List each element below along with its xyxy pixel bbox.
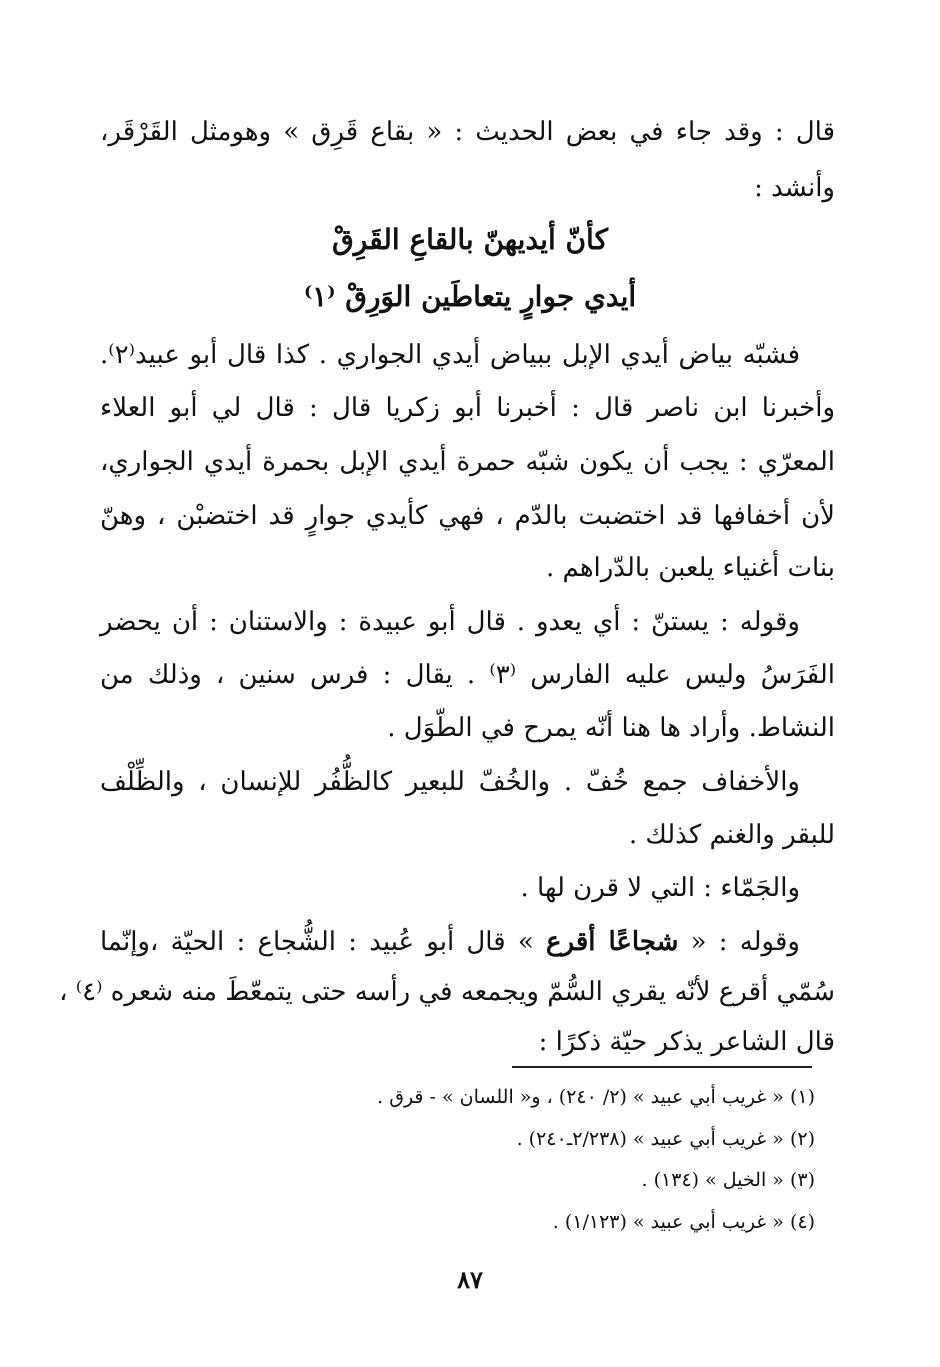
body-line-3: فشبّه بياض أيدي الإبل ببياض أيدي الجواري . كذا قال أبو عبيد⁽٢⁾. xyxy=(100,340,800,370)
footnote-4: (٤) « غريب أبي عبيد » (١/١٢٣) . xyxy=(552,1211,815,1233)
body-line-14 xyxy=(100,922,800,962)
line-14-start: وقوله : « xyxy=(678,927,800,957)
line-14-end: » قال أبو عُبيد : الشُّجاع : الحيّة ،وإنّما xyxy=(100,927,546,957)
footnote-2: (٢) « غريب أبي عبيد » (٢/٢٣٨ـ٢٤٠) . xyxy=(516,1128,815,1150)
verse-line-1: كأنّ أيديهنّ بالقاعِ القَرِقْ xyxy=(332,223,608,256)
page-number: ٨٧ xyxy=(457,1265,483,1294)
body-line-16: قال الشاعر يذكر حيّة ذكرًا : xyxy=(538,1027,835,1057)
footnote-separator xyxy=(512,1066,812,1068)
body-line-11: والأخفاف جمع خُفّ . والخُفّ للبعير كالظُّفُر للإنسان ، والظِّلْف xyxy=(100,767,800,797)
footnote-1: (١) « غريب أبي عبيد » (٢/ ٢٤٠) ، و« اللسان » - قرق . xyxy=(377,1086,815,1108)
body-line-5: المعرّي : يجب أن يكون شبّه حمرة أيدي الإبل بحمرة أيدي الجواري، xyxy=(100,447,835,477)
footnote-3: (٣) « الخيل » (١٣٤) . xyxy=(641,1169,815,1191)
line-14-bold: شجاعًا أقرع xyxy=(545,927,679,957)
verse-line-2: أيدي جوارٍ يتعاطَين الوَرِقْ ⁽١⁾ xyxy=(303,280,637,313)
body-line-1: قال : وقد جاء في بعض الحديث : « بقاع قَرِق » وهومثل القَرْقَر، xyxy=(100,117,835,147)
body-line-4: وأخبرنا ابن ناصر قال : أخبرنا أبو زكريا قال : قال لي أبو العلاء xyxy=(100,393,835,423)
body-line-10: النشاط. وأراد ها هنا أنّه يمرح في الطّوَل . xyxy=(387,713,835,743)
body-line-9: الفَرَسُ وليس عليه الفارس ⁽٣⁾ . يقال : فرس سنين ، وذلك من xyxy=(100,660,835,690)
body-line-2: وأنشد : xyxy=(754,173,835,203)
body-line-12: للبقر والغنم كذلك . xyxy=(628,820,835,850)
body-line-7: بنات أغنياء يلعبن بالدّراهم . xyxy=(545,553,835,583)
body-line-6: لأن أخفافها قد اختضبت بالدّم ، فهي كأيدي جوارٍ قد اختضبْن ، وهنّ xyxy=(100,501,835,531)
body-line-15: سُمّي أقرع لأنّه يقري السُّمّ ويجمعه في رأسه حتى يتمعّطَ منه شعره ⁽٤⁾ ، xyxy=(59,977,835,1007)
body-line-8: وقوله : يستنّ : أي يعدو . قال أبو عبيدة : والاستنان : أن يحضر xyxy=(100,607,800,637)
body-line-13: والجَمّاء : التي لا قرن لها . xyxy=(520,873,800,903)
